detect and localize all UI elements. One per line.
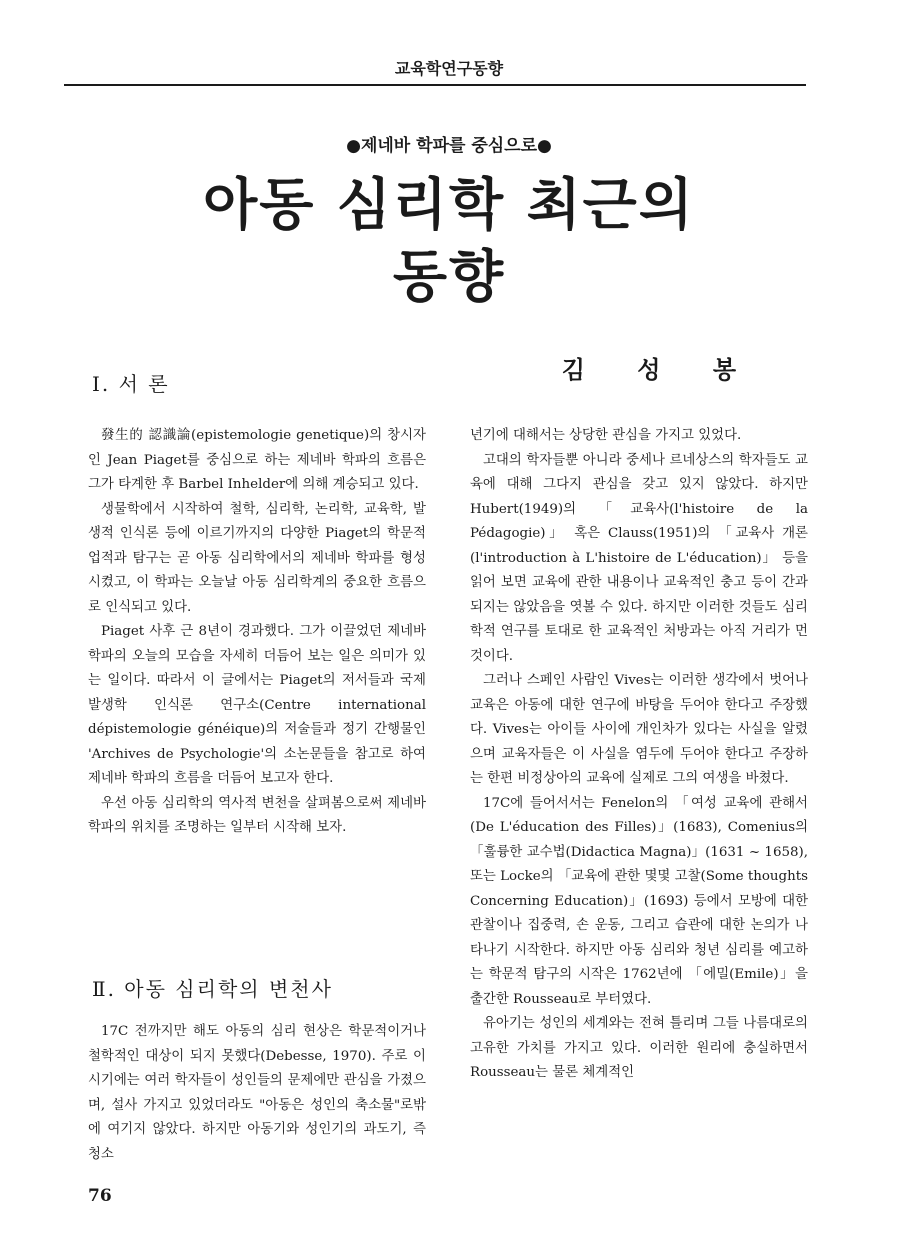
author-name: 김 성 봉 (561, 356, 758, 384)
paragraph: 년기에 대해서는 상당한 관심을 가지고 있었다. (470, 428, 742, 443)
journal-section-label: 교육학연구동향 (394, 59, 504, 78)
right-column (470, 424, 808, 1086)
title-line-1: 아동 심리학 최근의 (203, 173, 695, 238)
paragraph: 우선 아동 심리학의 역사적 변천을 살펴봄으로써 제네바 학파의 위치를 조명하는 일부터 시작해 보자. (88, 795, 426, 835)
paragraph: 유아기는 성인의 세계와는 전혀 틀리며 그들 나름대로의 고유한 가치를 가지고 있다. 이러한 원리에 충실하면서 Rousseau는 물론 체계적인 (470, 1016, 808, 1080)
paragraph: 17C에 들어서서는 Fenelon의 「여성 교육에 관해서 (De L'éducation des Filles)」(1683), Comenius의 「훌륭한 교수법(Didactica Magna)」(1631 ~ 1658), 또는 Locke의 「교육에 관한 몇몇 고찰(Some thoughts Concerning Education)」(1693) 등에서 모방에 대한 관찰이나 집중력, 손 운동, 그리고 습관에 대한 논의가 나타나기 시작한다. 하지만 아동 심리와 청년 심리를 예고하는 학문적 탐구의 시작은 1762년에 「에밀(Emile)」을 출간한 Rousseau로 부터였다. (470, 795, 808, 1007)
header-rule (64, 84, 806, 86)
section-heading-intro: Ⅰ. 서 론 (92, 372, 170, 396)
paragraph: 그러나 스페인 사람인 Vives는 이러한 생각에서 벗어나 교육은 아동에 대한 연구에 바탕을 두어야 한다고 주장했다. Vives는 아이들 사이에 개인차가 있다는 사실을 알렸으며 교육자들은 이 사실을 염두에 두어야 한다고 주장하는 한편 비정상아의 교육에 실제로 그의 여생을 바쳤다. (470, 673, 808, 786)
page-number: 76 (88, 1186, 112, 1206)
section-heading-history: Ⅱ. 아동 심리학의 변천사 (92, 977, 333, 1001)
paragraph: 發生的 認識論(epistemologie genetique)의 창시자인 Jean Piaget를 중심으로 하는 제네바 학파의 흐름은 그가 타계한 후 Barbel Inhelder에 의해 계승되고 있다. (88, 428, 426, 492)
left-column-intro (88, 424, 426, 841)
article-subtitle: ●제네바 학파를 중심으로● (346, 136, 552, 156)
title-line-2: 동향 (392, 245, 506, 310)
paragraph: Piaget 사후 근 8년이 경과했다. 그가 이끌었던 제네바 학파의 오늘의 모습을 자세히 더듬어 보는 일은 의미가 있는 일이다. 따라서 이 글에서는 Piaget의 저서들과 국제 발생학 인식론 연구소(Centre international dépistemologie généique)의 저술들과 정기 간행물인 'Archives de Psychologie'의 소논문들을 참고로 하여 제네바 학파의 흐름을 더듬어 보고자 한다. (88, 624, 426, 786)
paragraph: 생물학에서 시작하여 철학, 심리학, 논리학, 교육학, 발생적 인식론 등에 이르기까지의 다양한 Piaget의 학문적 업적과 탐구는 곧 아동 심리학에서의 제네바 학파를 형성시켰고, 이 학파는 오늘날 아동 심리학계의 중요한 흐름으로 인식되고 있다. (88, 501, 426, 615)
left-column-history (88, 1020, 426, 1167)
paragraph: 고대의 학자들뿐 아니라 중세나 르네상스의 학자들도 교육에 대해 그다지 관심을 갖고 있지 않았다. 하지만 Hubert(1949)의 「교육사(l'histoire de la Pédagogie)」 혹은 Clauss(1951)의 「교육사 개론(l'introduction à L'histoire de L'éducation)」 등을 읽어 보면 교육에 관한 내용이나 교육적인 충고 등이 간과되지는 않았음을 엿볼 수 있다. 하지만 이러한 것들도 심리학적 연구를 토대로 한 교육적인 처방과는 아직 거리가 먼 것이다. (470, 452, 808, 664)
paragraph: 17C 전까지만 해도 아동의 심리 현상은 학문적이거나 철학적인 대상이 되지 못했다(Debesse, 1970). 주로 이 시기에는 여러 학자들이 성인들의 문제에만 관심을 가졌으며, 설사 가지고 있었더라도 "아동은 성인의 축소물"로밖에 여기지 않았다. 하지만 아동기와 성인기의 과도기, 즉 청소 (88, 1024, 426, 1162)
article-title (0, 170, 898, 314)
